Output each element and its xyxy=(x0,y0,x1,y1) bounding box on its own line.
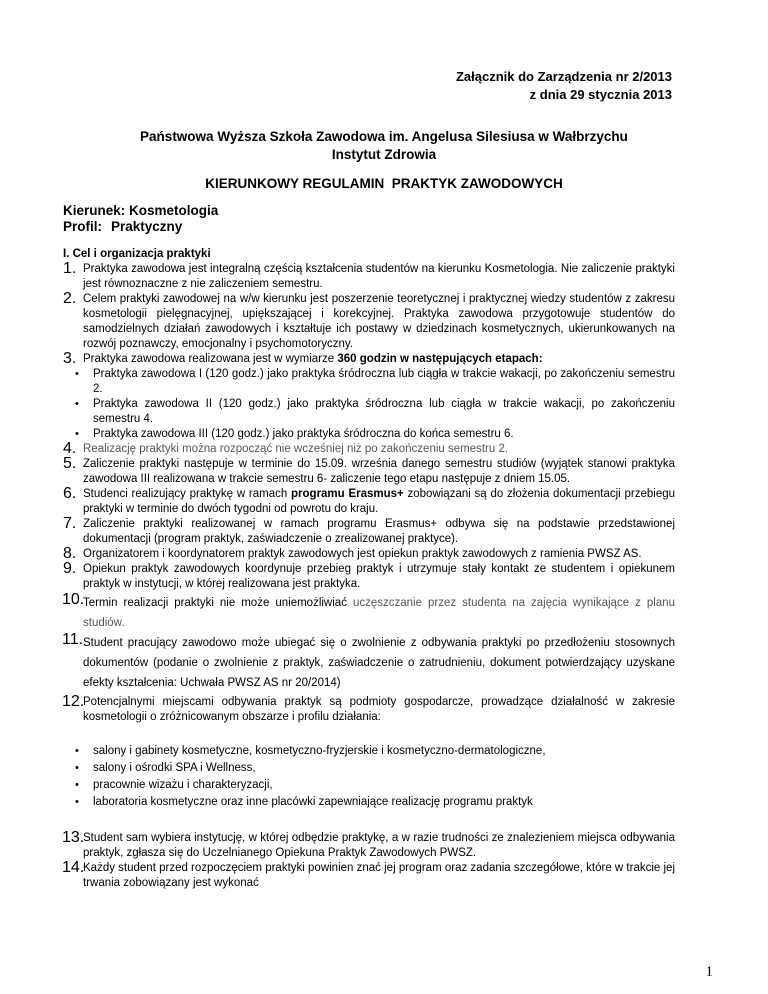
list-item-10: 10. Termin realizacji praktyki nie może uniemożliwiać uczęszczanie przez studenta na zajęcia wynikające z planu studiów. xyxy=(62,591,675,629)
list-item-4: 4. Realizację praktyki można rozpocząć nie wcześniej niż po zakończeniu semestru 2. xyxy=(63,440,509,457)
institution-heading xyxy=(0,128,768,164)
list-item-7: 7. Zaliczenie praktyki realizowanej w ramach programu Erasmus+ odbywa się na podstawie przedstawionej dokumentacji (program praktyk, zaświadczenie o zrealizowanej praktyce). xyxy=(63,515,675,545)
profil-row xyxy=(63,219,218,235)
place-bullet-3: • pracownie wizażu i charakteryzacji, xyxy=(63,777,675,794)
list-item-2: 2. Celem praktyki zawodowej na w/w kierunku jest poszerzenie teoretycznej i praktycznej wiedzy studentów z zakresu kosmetologii pielęgnacyjnej, upiększającej i korekcyjnej. Praktyka zawodowa przygotowuje studentów do samodzielnych działań zawodowych i kształtuje ich postawy w dziedzinach kosmetycznych, ukierunkowanych na rozwój poznawczy, emocjonalny i psychomotoryczny. xyxy=(63,290,675,350)
institute-name: Instytut Zdrowia xyxy=(331,147,437,162)
section-title: I. Cel i organizacja praktyki xyxy=(63,248,211,260)
place-bullet-4: • laboratoria kosmetyczne oraz inne placówki zapewniające realizację programu praktyk xyxy=(63,794,675,811)
place-bullet-1: • salony i gabinety kosmetyczne, kosmetyczno-fryzjerskie i kosmetyczno-dermatologiczne, xyxy=(63,743,675,760)
list-item-13: 13. Student sam wybiera instytucję, w której odbędzie praktykę, a w razie trudności ze znalezieniem miejsca odbywania praktyk, zgłasza się do Uczelnianego Opiekuna Praktyk Zawodowych PWSZ. xyxy=(62,829,675,859)
annex-line-2: z dnia 29 stycznia 2013 xyxy=(529,87,672,102)
institution-name: Państwowa Wyższa Szkoła Zawodowa im. Angelusa Silesiusa w Wałbrzychu xyxy=(140,129,628,144)
profil-label: Profil: xyxy=(63,219,102,234)
annex-line-1: Załącznik do Zarządzenia nr 2/2013 xyxy=(455,69,672,84)
list-item-6: 6. Studenci realizujący praktykę w ramach programu Erasmus+ zobowiązani są do złożenia dokumentacji przebiegu praktyki w terminie do dwóch tygodni od powrotu do kraju. xyxy=(63,485,676,515)
kierunek-label: Kierunek: xyxy=(63,203,126,218)
list-item-3: 3. Praktyka zawodowa realizowana jest w wymiarze 360 godzin w następujących etapach: xyxy=(63,350,543,367)
kierunek-row xyxy=(63,203,218,219)
stage-bullet-2: • Praktyka zawodowa II (120 godz.) jako praktyka śródroczna lub ciągła w trakcie wakacji, po zakończeniu semestru 4. xyxy=(63,397,675,427)
annex-note xyxy=(456,68,672,104)
list-item-14: 14. Każdy student przed rozpoczęciem praktyki powinien znać jej program oraz zadania szczegółowe, które w trakcie jej trwania zobowiązany jest wykonać xyxy=(62,859,675,889)
page-number: 1 xyxy=(705,964,713,980)
list-item-8: 8. Organizatorem i koordynatorem praktyk zawodowych jest opiekun praktyk zawodowych z ramienia PWSZ AS. xyxy=(63,545,642,562)
list-item-12: 12. Potencjalnymi miejscami odbywania praktyk są podmioty gospodarcze, prowadzące działalność w zakresie kosmetologii o zróżnicowanym obszarze i profilu działania: xyxy=(62,693,675,723)
list-item-11: 11. Student pracujący zawodowo może ubiegać się o zwolnienie z odbywania praktyki po przedłożeniu stosownych dokumentów (podanie o zwolnienie z praktyk, zaświadczenie o zatrudnieniu, dokument potwierdzający uzyskane efekty kształcenia: Uchwała PWSZ AS nr 20/2014) xyxy=(62,631,675,689)
stage-bullet-1: • Praktyka zawodowa I (120 godz.) jako praktyka śródroczna lub ciągła w trakcie wakacji, po zakończeniu semestru 2. xyxy=(63,367,675,397)
program-info xyxy=(63,203,218,235)
kierunek-value: Kosmetologia xyxy=(129,203,219,218)
list-item-5: 5. Zaliczenie praktyki następuje w terminie do 15.09. września danego semestru studiów (wyjątek stanowi praktyka zawodowa III realizowana w trakcie semestru 6- zaliczenie tego etapu następuje z dniem 15.05. xyxy=(63,455,675,485)
document-title: KIERUNKOWY REGULAMIN PRAKTYK ZAWODOWYCH xyxy=(205,176,563,191)
list-item-1: 1. Praktyka zawodowa jest integralną częścią kształcenia studentów na kierunku Kosmetologia. Nie zaliczenie praktyki jest równoznaczne z nie zaliczeniem semestru. xyxy=(63,260,675,290)
list-item-9: 9. Opiekun praktyk zawodowych koordynuje przebieg praktyk i utrzymuje stały kontakt ze studentem i opiekunem praktyk w instytucji, w której realizowana jest praktyka. xyxy=(63,560,675,590)
stage-bullet-3: • Praktyka zawodowa III (120 godz.) jako praktyka śródroczna do końca semestru 6. xyxy=(63,427,675,442)
document-body xyxy=(63,247,675,891)
profil-value: Praktyczny xyxy=(111,219,183,234)
place-bullet-2: • salony i ośrodki SPA i Wellness, xyxy=(63,760,675,777)
